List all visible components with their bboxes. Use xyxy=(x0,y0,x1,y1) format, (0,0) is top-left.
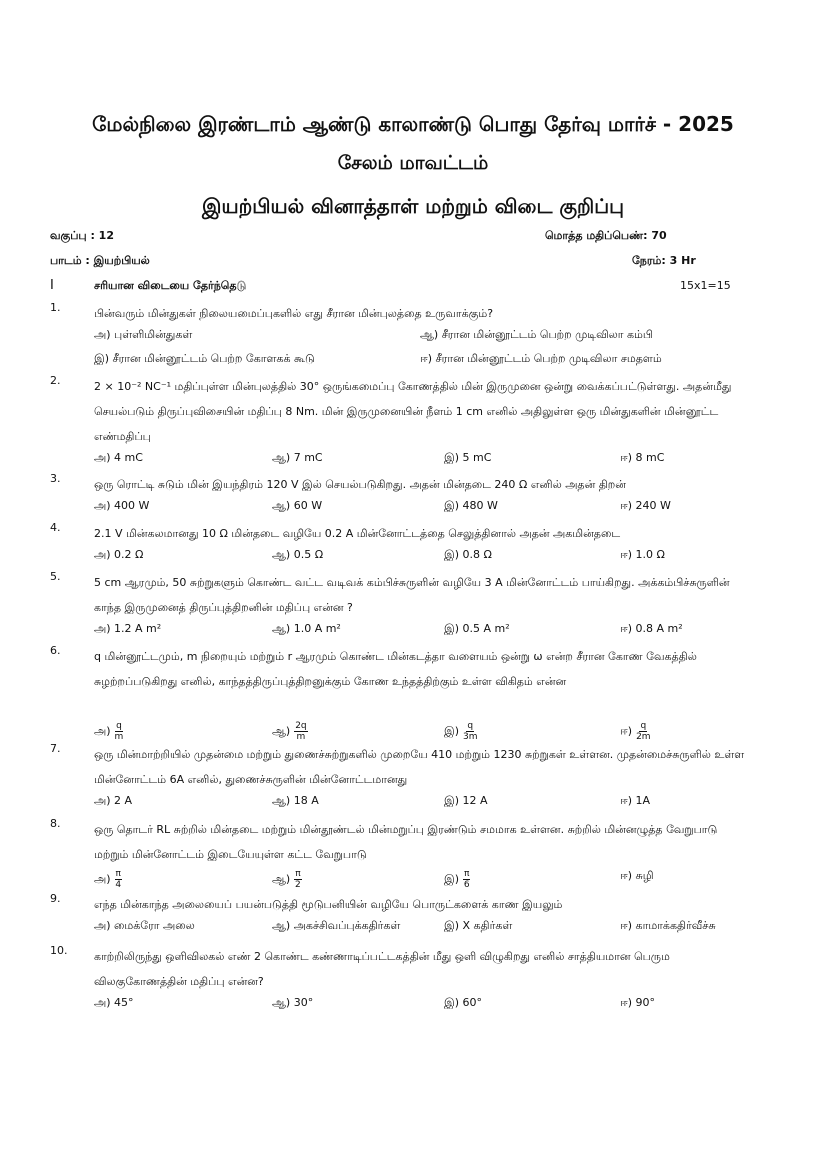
paper-subtitle: இயற்பியல் வினாத்தாள் மற்றும் விடை குறிப்பு xyxy=(202,194,624,218)
option-label: அ) 400 W xyxy=(94,499,150,512)
option-fraction xyxy=(294,721,307,742)
option-label: ஆ) 18 A xyxy=(272,794,319,807)
question-number: 3. xyxy=(50,472,61,485)
fraction-denominator: 2 xyxy=(295,880,301,890)
option-label: இ) 480 W xyxy=(444,499,498,512)
fraction-numerator: q xyxy=(116,721,122,731)
option-label: இ) xyxy=(444,724,459,738)
option-7-4[interactable] xyxy=(620,794,650,809)
question-text: ஒரு தொடர் RL சுற்றில் மின்தடை மற்றும் மின்தூண்டல் மின்மறுப்பு இரண்டும் சமமாக உள்ளன. சுற்றில் மின்னழுத்த வேறுபாடு மற்றும் மின்னோட்டம் இடையேயுள்ள கட்ட வேறுபாடு xyxy=(94,823,718,861)
option-label: ஆ) 30° xyxy=(272,996,314,1009)
question-text: 2.1 V மின்கலமானது 10 Ω மின்தடை வழியே 0.2 A மின்னோட்டத்தை செலுத்தினால் அதன் அகமின்தடை xyxy=(94,527,621,540)
question-text: 5 cm ஆரமும், 50 சுற்றுகளும் கொண்ட வட்ட வடிவக் கம்பிச்சுருளின் வழியே 3 A மின்னோட்டம் பாய்கிறது. அக்கம்பிச்சுருளின் காந்த இருமுனைத் திருப்புத்திறனின் மதிப்பு என்ன ? xyxy=(94,576,730,614)
option-8-4[interactable] xyxy=(620,869,654,884)
option-label: அ) 45° xyxy=(94,996,134,1009)
option-label: ஆ) 0.5 Ω xyxy=(272,548,324,561)
option-label: ஈ) xyxy=(620,724,633,738)
option-label: ஈ) 1A xyxy=(620,794,651,807)
option-label: இ) 12 A xyxy=(444,794,488,807)
question-5 xyxy=(50,570,750,620)
option-fraction xyxy=(463,869,470,890)
question-2 xyxy=(50,374,750,449)
question-text: எந்த மின்காந்த அலையைப் பயன்படுத்தி மூடுபனியின் வழியே பொருட்களைக் காண இயலும் xyxy=(94,898,563,911)
option-label: இ) X கதிர்கள் xyxy=(444,919,513,932)
total-marks: மொத்த மதிப்பெண்: 70 xyxy=(545,229,667,242)
question-6 xyxy=(50,644,750,719)
question-number: 6. xyxy=(50,644,61,657)
option-1-1[interactable] xyxy=(94,328,192,343)
option-label: ஆ) 7 mC xyxy=(272,451,323,464)
option-6-2[interactable] xyxy=(272,721,308,742)
subject-label: பாடம் : இயற்பியல் xyxy=(50,254,150,267)
question-7 xyxy=(50,742,750,792)
option-7-1[interactable] xyxy=(94,794,132,809)
question-text: ஒரு மின்மாற்றியில் முதன்மை மற்றும் துணைச்சுற்றுகளில் முறையே 410 மற்றும் 1230 சுற்றுகள் உள்ளன. முதன்மைச்சுருளில் உள்ள மின்னோட்டம் 6A எனில், துணைச்சுருளின் மின்னோட்டமானது xyxy=(94,748,745,786)
option-label: ஆ) xyxy=(272,724,291,738)
question-3 xyxy=(50,472,750,497)
option-fraction xyxy=(115,869,122,890)
question-text: ஒரு ரொட்டி சுடும் மின் இயந்திரம் 120 V இல் செயல்படுகிறது. அதன் மின்தடை 240 Ω எனில் அதன் திறன் xyxy=(94,478,626,491)
option-label: ஈ) சீரான மின்னூட்டம் பெற்ற முடிவிலா சமதளம் xyxy=(420,352,662,365)
option-label: ஆ) xyxy=(272,872,291,886)
option-2-2[interactable] xyxy=(272,451,323,466)
option-9-3[interactable] xyxy=(444,919,512,934)
option-1-4[interactable] xyxy=(420,352,662,367)
question-text: பின்வரும் மின்துகள் நிலையமைப்புகளில் எது சீரான மின்புலத்தை உருவாக்கும்? xyxy=(94,307,494,320)
option-8-2[interactable] xyxy=(272,869,302,890)
section-numeral: I xyxy=(50,278,54,293)
option-1-2[interactable] xyxy=(420,328,653,343)
option-2-4[interactable] xyxy=(620,451,664,466)
option-3-4[interactable] xyxy=(620,499,671,514)
fraction-denominator: m xyxy=(114,732,124,742)
option-6-1[interactable] xyxy=(94,721,123,742)
option-4-2[interactable] xyxy=(272,548,323,563)
question-8 xyxy=(50,817,750,867)
option-9-4[interactable] xyxy=(620,919,716,934)
option-7-2[interactable] xyxy=(272,794,319,809)
option-4-3[interactable] xyxy=(444,548,492,563)
option-5-2[interactable] xyxy=(272,622,341,637)
option-label: இ) 0.5 A m² xyxy=(444,622,510,635)
option-label: ஆ) 1.0 A m² xyxy=(272,622,341,635)
option-label: அ) புள்ளிமின்துகள் xyxy=(94,328,193,341)
option-fraction xyxy=(115,721,124,742)
option-label: ஈ) 90° xyxy=(620,996,656,1009)
district-title: சேலம் மாவட்டம் xyxy=(337,152,489,174)
section-marks: 15x1=15 xyxy=(680,279,731,292)
option-label: ஈ) 8 mC xyxy=(620,451,665,464)
option-10-2[interactable] xyxy=(272,996,313,1011)
option-6-3[interactable] xyxy=(444,721,478,742)
option-label: அ) 1.2 A m² xyxy=(94,622,162,635)
fraction-denominator: 3m xyxy=(463,732,478,742)
option-9-1[interactable] xyxy=(94,919,195,934)
fraction-denominator: m xyxy=(296,732,306,742)
time-label: நேரம்: 3 Hr xyxy=(632,254,696,267)
option-label: இ) 60° xyxy=(444,996,482,1009)
question-number: 4. xyxy=(50,521,61,534)
option-5-4[interactable] xyxy=(620,622,683,637)
class-label: வகுப்பு : 12 xyxy=(50,229,114,242)
question-9 xyxy=(50,892,750,917)
option-label: ஆ) 60 W xyxy=(272,499,323,512)
question-1 xyxy=(50,301,750,326)
option-fraction xyxy=(294,869,301,890)
option-3-1[interactable] xyxy=(94,499,149,514)
option-9-2[interactable] xyxy=(272,919,400,934)
option-10-3[interactable] xyxy=(444,996,482,1011)
option-10-1[interactable] xyxy=(94,996,134,1011)
fraction-numerator: q xyxy=(640,721,647,731)
option-label: ஈ) சுழி xyxy=(620,869,654,882)
question-number: 10. xyxy=(50,944,68,957)
option-10-4[interactable] xyxy=(620,996,655,1011)
fraction-numerator: q xyxy=(467,721,474,731)
option-8-1[interactable] xyxy=(94,869,122,890)
fraction-numerator: π xyxy=(464,869,470,879)
option-4-1[interactable] xyxy=(94,548,143,563)
option-fraction xyxy=(636,721,651,742)
option-1-3[interactable] xyxy=(94,352,315,367)
option-fraction xyxy=(463,721,478,742)
option-7-3[interactable] xyxy=(444,794,488,809)
fraction-numerator: π xyxy=(115,869,121,879)
option-label: ஆ) அகச்சிவப்புக்கதிர்கள் xyxy=(272,919,401,932)
option-3-3[interactable] xyxy=(444,499,498,514)
option-2-3[interactable] xyxy=(444,451,491,466)
question-number: 7. xyxy=(50,742,61,755)
fraction-numerator: 2q xyxy=(295,721,307,731)
question-number: 1. xyxy=(50,301,61,314)
option-6-4[interactable] xyxy=(620,721,651,742)
option-label: இ) சீரான மின்னூட்டம் பெற்ற கோளகக் கூடு xyxy=(94,352,315,365)
option-5-1[interactable] xyxy=(94,622,161,637)
option-8-3[interactable] xyxy=(444,869,470,890)
option-label: ஈ) 1.0 Ω xyxy=(620,548,665,561)
option-label: அ) 2 A xyxy=(94,794,133,807)
option-label: அ) 4 mC xyxy=(94,451,143,464)
option-label: இ) 0.8 Ω xyxy=(444,548,492,561)
option-label: அ) xyxy=(94,872,111,886)
exam-title: மேல்நிலை இரண்டாம் ஆண்டு காலாண்டு பொது தேர்வு மார்ச் - 2025 xyxy=(92,112,734,136)
option-label: இ) xyxy=(444,872,459,886)
option-4-4[interactable] xyxy=(620,548,665,563)
question-4 xyxy=(50,521,750,546)
question-text: q மின்னூட்டமும், m நிறையும் மற்றும் r ஆரமும் கொண்ட மின்கடத்தா வளையம் ஒன்று ω என்ற சீரான கோண வேகத்தில் சுழற்றப்படுகிறது எனில், காந்தத்திருப்புத்திறனுக்கும் கோண உந்தத்திற்கும் உள்ள விகிதம் என்ன xyxy=(94,650,697,688)
question-number: 5. xyxy=(50,570,61,583)
option-label: ஈ) காமாக்கதிர்வீச்சு xyxy=(620,919,716,932)
fraction-denominator: 2m xyxy=(636,732,651,742)
question-number: 2. xyxy=(50,374,61,387)
fraction-numerator: π xyxy=(295,869,301,879)
option-label: ஈ) 240 W xyxy=(620,499,671,512)
option-label: அ) xyxy=(94,724,111,738)
question-number: 8. xyxy=(50,817,61,830)
option-5-3[interactable] xyxy=(444,622,510,637)
question-number: 9. xyxy=(50,892,61,905)
option-label: இ) 5 mC xyxy=(444,451,492,464)
option-label: அ) மைக்ரோ அலை xyxy=(94,919,195,932)
option-label: ஆ) சீரான மின்னூட்டம் பெற்ற முடிவிலா கம்பி xyxy=(420,328,653,341)
fraction-denominator: 4 xyxy=(115,880,122,890)
question-text: 2 × 10⁻² NC⁻¹ மதிப்புள்ள மின்புலத்தில் 30° ஒருங்கமைப்பு கோணத்தில் மின் இருமுனை ஒன்று வைக்கப்பட்டுள்ளது. அதன்மீது செயல்படும் திருப்புவிசையின் மதிப்பு 8 Nm. மின் இருமுனையின் நீளம் 1 cm எனில் அதிலுள்ள ஒரு மின்துகளின் மின்னூட்ட எண்மதிப்பு xyxy=(94,380,732,443)
question-10 xyxy=(50,944,750,994)
fraction-denominator: 6 xyxy=(463,880,470,890)
option-label: அ) 0.2 Ω xyxy=(94,548,144,561)
option-3-2[interactable] xyxy=(272,499,322,514)
option-label: ஈ) 0.8 A m² xyxy=(620,622,683,635)
question-text: காற்றிலிருந்து ஒளிவிலகல் எண் 2 கொண்ட கண்ணாடிப்பட்டகத்தின் மீது ஒளி விழுகிறது எனில் சாத்தியமான பெரும விலகுகோணத்தின் மதிப்பு என்ன? xyxy=(94,950,670,988)
option-2-1[interactable] xyxy=(94,451,143,466)
section-title: சரியான விடையை தேர்ந்தெடு xyxy=(94,279,247,292)
